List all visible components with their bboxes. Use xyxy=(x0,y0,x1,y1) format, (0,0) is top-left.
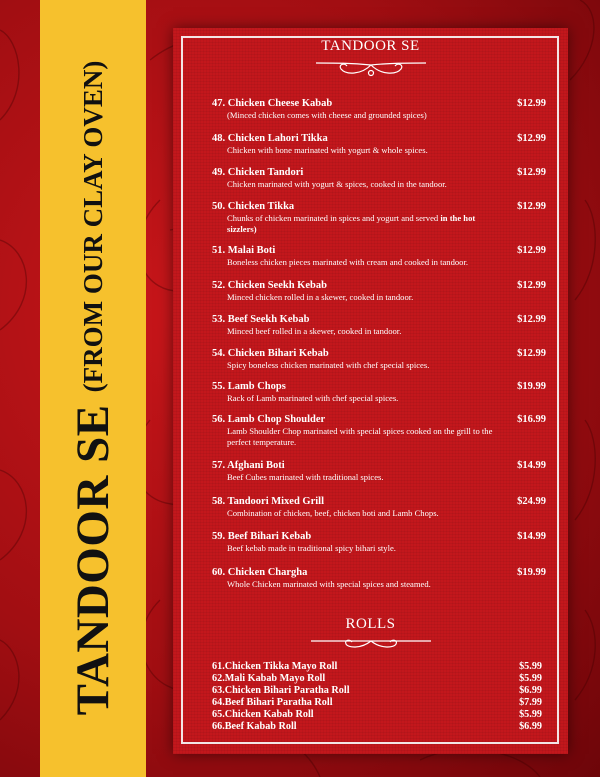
roll-name: 62.Mali Kabab Mayo Roll xyxy=(212,673,326,684)
roll-name: 63.Chicken Bihari Paratha Roll xyxy=(212,685,350,696)
flourish-ornament-icon xyxy=(306,633,436,651)
item-description: Lamb Shoulder Chop marinated with special spices cooked on the grill to the perfect temperature. xyxy=(227,426,493,447)
roll-item xyxy=(212,721,548,733)
item-price: $14.99 xyxy=(517,531,546,542)
menu-item xyxy=(212,496,548,519)
item-name: 47. Chicken Cheese Kabab xyxy=(212,98,333,109)
roll-name: 64.Beef Bihari Paratha Roll xyxy=(212,697,333,708)
item-description xyxy=(212,213,487,235)
item-price: $12.99 xyxy=(517,348,546,359)
menu-item xyxy=(212,460,548,483)
item-name: 51. Malai Boti xyxy=(212,245,276,256)
tandoor-section-header xyxy=(173,38,568,81)
item-price: $19.99 xyxy=(517,567,546,578)
side-title-main: TANDOOR SE xyxy=(67,404,119,716)
roll-item xyxy=(212,685,548,697)
item-name: 56. Lamb Chop Shoulder xyxy=(212,414,326,425)
roll-item xyxy=(212,673,548,685)
item-name: 53. Beef Seekh Kebab xyxy=(212,314,310,325)
roll-item xyxy=(212,709,548,721)
item-price: $12.99 xyxy=(517,167,546,178)
roll-price: $5.99 xyxy=(519,709,542,720)
roll-price: $6.99 xyxy=(519,685,542,696)
rolls-section-header xyxy=(173,616,568,651)
menu-item xyxy=(212,348,548,371)
item-name: 59. Beef Bihari Kebab xyxy=(212,531,312,542)
item-name: 55. Lamb Chops xyxy=(212,381,286,392)
item-price: $12.99 xyxy=(517,280,546,291)
menu-item xyxy=(212,201,548,235)
roll-price: $5.99 xyxy=(519,673,542,684)
rolls-section-title: ROLLS xyxy=(345,616,396,632)
roll-item xyxy=(212,697,548,709)
menu-item xyxy=(212,567,548,590)
menu-item xyxy=(212,133,548,156)
menu-item xyxy=(212,280,548,303)
item-description: Spicy boneless chicken marinated with chef special spices. xyxy=(227,360,430,370)
item-description: Combination of chicken, beef, chicken boti and Lamb Chops. xyxy=(227,508,439,518)
item-description: Rack of Lamb marinated with chef special spices. xyxy=(227,393,399,403)
roll-price: $7.99 xyxy=(519,697,542,708)
menu-item xyxy=(212,245,548,268)
item-description: Chicken with bone marinated with yogurt & whole spices. xyxy=(227,145,428,155)
item-name: 57. Afghani Boti xyxy=(212,460,285,471)
item-price: $12.99 xyxy=(517,98,546,109)
roll-name: 61.Chicken Tikka Mayo Roll xyxy=(212,661,338,672)
menu-item xyxy=(212,414,548,448)
item-name: 58. Tandoori Mixed Grill xyxy=(212,496,325,507)
item-description: Boneless chicken pieces marinated with cream and cooked in tandoor. xyxy=(227,257,469,267)
item-description: Chicken marinated with yogurt & spices, cooked in the tandoor. xyxy=(227,179,447,189)
item-description-note: in the hot sizzlers) xyxy=(227,213,476,234)
item-description: Minced chicken rolled in a skewer, cooked in tandoor. xyxy=(227,292,414,302)
item-description: Beef kebab made in traditional spicy bihari style. xyxy=(227,543,396,553)
roll-name: 66.Beef Kabab Roll xyxy=(212,721,297,732)
item-description: Whole Chicken marinated with special spices and steamed. xyxy=(227,579,431,589)
side-title-sub: (FROM OUR CLAY OVEN) xyxy=(77,60,108,393)
item-name: 50. Chicken Tikka xyxy=(212,201,295,212)
item-name: 52. Chicken Seekh Kebab xyxy=(212,280,327,291)
roll-item xyxy=(212,661,548,673)
item-price: $19.99 xyxy=(517,381,546,392)
tandoor-section-title: TANDOOR SE xyxy=(321,38,420,54)
item-price: $12.99 xyxy=(517,314,546,325)
roll-price: $6.99 xyxy=(519,721,542,732)
item-name: 48. Chicken Lahori Tikka xyxy=(212,133,328,144)
side-title xyxy=(63,38,123,738)
menu-item xyxy=(212,98,548,121)
roll-price: $5.99 xyxy=(519,661,542,672)
item-price: $16.99 xyxy=(517,414,546,425)
item-name: 60. Chicken Chargha xyxy=(212,567,308,578)
item-description-text: Chunks of chicken marinated in spices and yogurt and served xyxy=(227,213,439,223)
flourish-ornament-icon xyxy=(311,55,431,81)
item-description: (Minced chicken comes with cheese and grounded spices) xyxy=(227,110,427,120)
item-price: $14.99 xyxy=(517,460,546,471)
menu-item xyxy=(212,531,548,554)
rolls-list xyxy=(212,661,548,733)
item-price: $12.99 xyxy=(517,133,546,144)
item-price: $24.99 xyxy=(517,496,546,507)
menu-item xyxy=(212,167,548,190)
item-description: Minced beef rolled in a skewer, cooked in tandoor. xyxy=(227,326,402,336)
item-price: $12.99 xyxy=(517,201,546,212)
menu-item xyxy=(212,381,548,404)
menu-item xyxy=(212,314,548,337)
item-name: 54. Chicken Bihari Kebab xyxy=(212,348,329,359)
item-description: Beef Cubes marinated with traditional spices. xyxy=(227,472,384,482)
item-name: 49. Chicken Tandori xyxy=(212,167,304,178)
item-price: $12.99 xyxy=(517,245,546,256)
roll-name: 65.Chicken Kabab Roll xyxy=(212,709,314,720)
